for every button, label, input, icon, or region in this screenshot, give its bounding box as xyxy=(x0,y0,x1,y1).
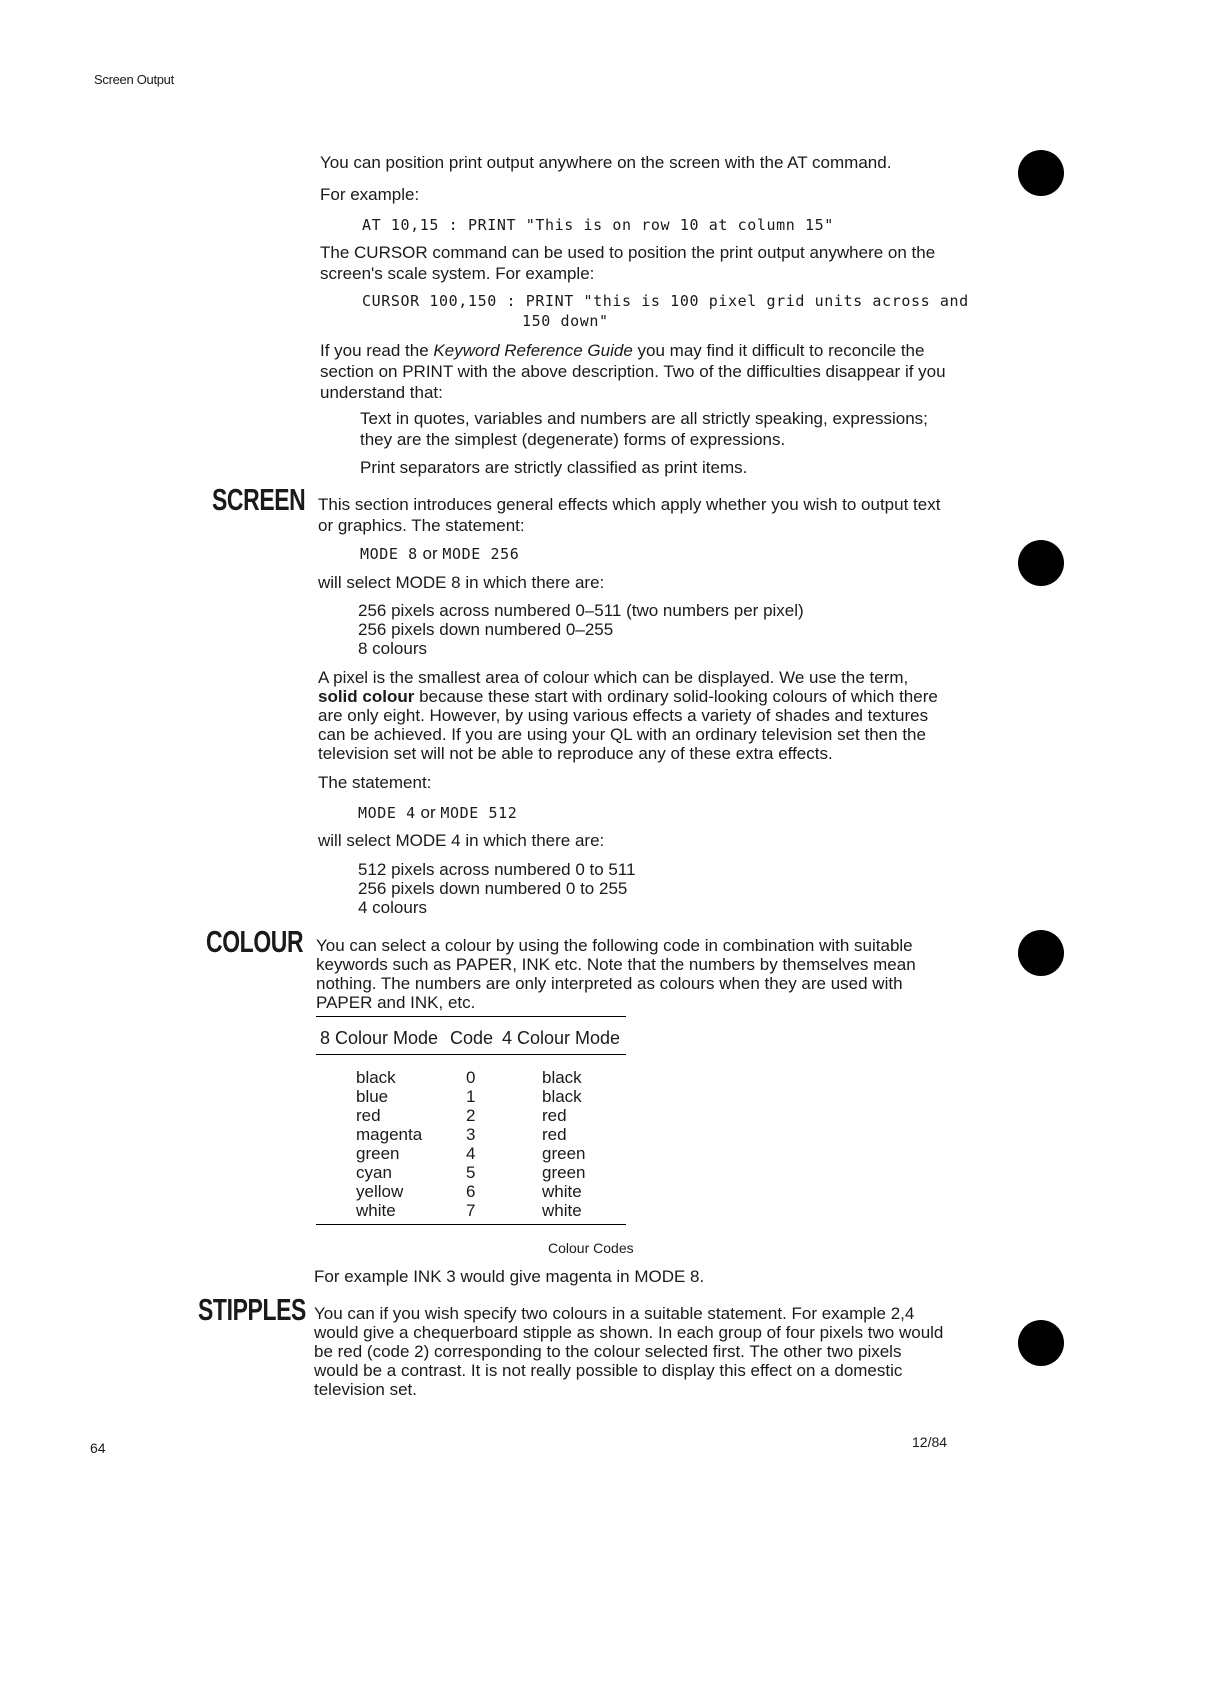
table-row xyxy=(316,1201,626,1220)
table-row xyxy=(316,1182,626,1201)
code-example-at: AT 10,15 : PRINT "This is on row 10 at column 15" xyxy=(362,216,834,234)
code-example-mode4 xyxy=(358,802,517,823)
table-rows xyxy=(316,1068,626,1220)
table-cell: 0 xyxy=(466,1068,476,1087)
table-row xyxy=(316,1144,626,1163)
table-cell: yellow xyxy=(356,1182,404,1201)
table-bottom-rule xyxy=(316,1224,626,1225)
table-cell: white xyxy=(542,1201,582,1220)
screen-paragraph-1: This section introduces general effects which apply whether you wish to output text or graphics. The statement: xyxy=(318,495,941,535)
screen-p3-post: because these start with ordinary solid-looking colours of which there are only eight. However, by using various effects a variety of shades and textures can be achieved. If you are using your QL with an ordinary television set then the television set will not be able to reproduce any of these extra effects. xyxy=(318,687,938,763)
table-cell: cyan xyxy=(356,1163,392,1182)
table-cell: blue xyxy=(356,1087,389,1106)
code-example-cursor-line-2: 150 down" xyxy=(522,312,609,330)
mode8-spec-list xyxy=(358,601,804,658)
list-item: 512 pixels across numbered 0 to 511 xyxy=(358,860,636,879)
screen-paragraph-2: will select MODE 8 in which there are: xyxy=(318,573,605,592)
table-cell: black xyxy=(542,1068,582,1087)
intro-paragraph-3: The CURSOR command can be used to position the print output anywhere on the screen's scale system. For example: xyxy=(320,243,936,283)
table-cell: green xyxy=(542,1144,586,1163)
indented-note-2: Print separators are strictly classified as print items. xyxy=(360,458,748,477)
indented-note-1: Text in quotes, variables and numbers are all strictly speaking, expressions; they are the simplest (degenerate) forms of expressions. xyxy=(360,409,928,449)
code-example-mode8 xyxy=(360,543,519,564)
column-header: Code xyxy=(450,1028,494,1048)
section-heading-colour: COLOUR xyxy=(206,924,304,959)
code-mode8: MODE 8 xyxy=(360,545,418,563)
code-or: or xyxy=(417,544,443,563)
table-cell: red xyxy=(542,1125,567,1144)
keyword-reference-guide-title: Keyword Reference Guide xyxy=(433,341,633,360)
code-mode256: MODE 256 xyxy=(442,545,520,563)
table-cell: black xyxy=(356,1068,396,1087)
code-mode512: MODE 512 xyxy=(440,804,518,822)
intro-paragraph-2: For example: xyxy=(320,185,420,204)
table-cell: 6 xyxy=(466,1182,476,1201)
intro-p4-pre: If you read the xyxy=(320,341,434,360)
list-item: 256 pixels across numbered 0–511 (two numbers per pixel) xyxy=(358,601,804,620)
mode4-spec-list xyxy=(358,860,636,917)
screen-paragraph-4: The statement: xyxy=(318,773,432,792)
list-item: 256 pixels down numbered 0 to 255 xyxy=(358,879,628,898)
intro-paragraph-1: You can position print output anywhere on the screen with the AT command. xyxy=(320,153,892,172)
table-cell: red xyxy=(542,1106,567,1125)
table-header-rule xyxy=(316,1054,626,1055)
table-cell: 1 xyxy=(466,1087,476,1106)
code-example-cursor-line-1: CURSOR 100,150 : PRINT "this is 100 pixel grid units across and xyxy=(362,292,969,310)
intro-p4-post: you may find it difficult to reconcile the section on PRINT with the above description. Two of the difficulties disappear if you understand that: xyxy=(320,341,946,402)
stipples-paragraph-1: You can if you wish specify two colours in a suitable statement. For example 2,4 would give a chequerboard stipple as shown. In each group of four pixels two would be red (code 2) corresponding to the colour selected first. The other two pixels would be a contrast. It is not really possible to display this effect on a domestic television set. xyxy=(314,1304,944,1399)
binder-hole-icon xyxy=(1018,150,1064,196)
table-row xyxy=(316,1087,626,1106)
running-header: Screen Output xyxy=(94,72,174,87)
table-cell: red xyxy=(356,1106,381,1125)
revision-date: 12/84 xyxy=(912,1434,948,1450)
solid-colour-term: solid colour xyxy=(318,687,415,706)
list-item: 4 colours xyxy=(358,898,427,917)
table-cell: 4 xyxy=(466,1144,476,1163)
binder-hole-icon xyxy=(1018,930,1064,976)
table-row xyxy=(316,1125,626,1144)
table-cell: green xyxy=(356,1144,400,1163)
list-item: 256 pixels down numbered 0–255 xyxy=(358,620,614,639)
table-caption: Colour Codes xyxy=(548,1240,634,1256)
table-row xyxy=(316,1163,626,1182)
table-cell: 5 xyxy=(466,1163,476,1182)
section-heading-screen: SCREEN xyxy=(212,482,306,517)
screen-paragraph-3 xyxy=(318,668,950,763)
colour-paragraph-1: You can select a colour by using the following code in combination with suitable keywords such as PAPER, INK etc. Note that the numbers by themselves mean nothing. The numbers are only interpreted as colours when they are used with PAPER and INK, etc. xyxy=(316,936,916,1012)
screen-p3-pre: A pixel is the smallest area of colour which can be displayed. We use the term, xyxy=(318,668,909,687)
table-cell: green xyxy=(542,1163,586,1182)
table-cell: black xyxy=(542,1087,582,1106)
section-heading-stipples: STIPPLES xyxy=(198,1292,306,1327)
binder-hole-icon xyxy=(1018,540,1064,586)
binder-hole-icon xyxy=(1018,1320,1064,1366)
table-cell: 2 xyxy=(466,1106,476,1125)
table-row xyxy=(316,1106,626,1125)
code-or: or xyxy=(415,803,441,822)
table-cell: white xyxy=(356,1201,396,1220)
table-cell: white xyxy=(542,1182,582,1201)
colour-table-body xyxy=(316,1068,626,1220)
column-header: 8 Colour Mode xyxy=(320,1028,439,1048)
table-cell: 3 xyxy=(466,1125,476,1144)
table-cell: magenta xyxy=(356,1125,423,1144)
column-header: 4 Colour Mode xyxy=(502,1028,621,1048)
code-mode4: MODE 4 xyxy=(358,804,416,822)
table-top-rule xyxy=(316,1016,626,1017)
page-number: 64 xyxy=(90,1440,106,1456)
table-row xyxy=(316,1068,626,1087)
screen-paragraph-5: will select MODE 4 in which there are: xyxy=(318,831,605,850)
colour-paragraph-2: For example INK 3 would give magenta in MODE 8. xyxy=(314,1267,705,1286)
list-item: 8 colours xyxy=(358,639,427,658)
intro-paragraph-4 xyxy=(320,340,950,403)
table-cell: 7 xyxy=(466,1201,476,1220)
